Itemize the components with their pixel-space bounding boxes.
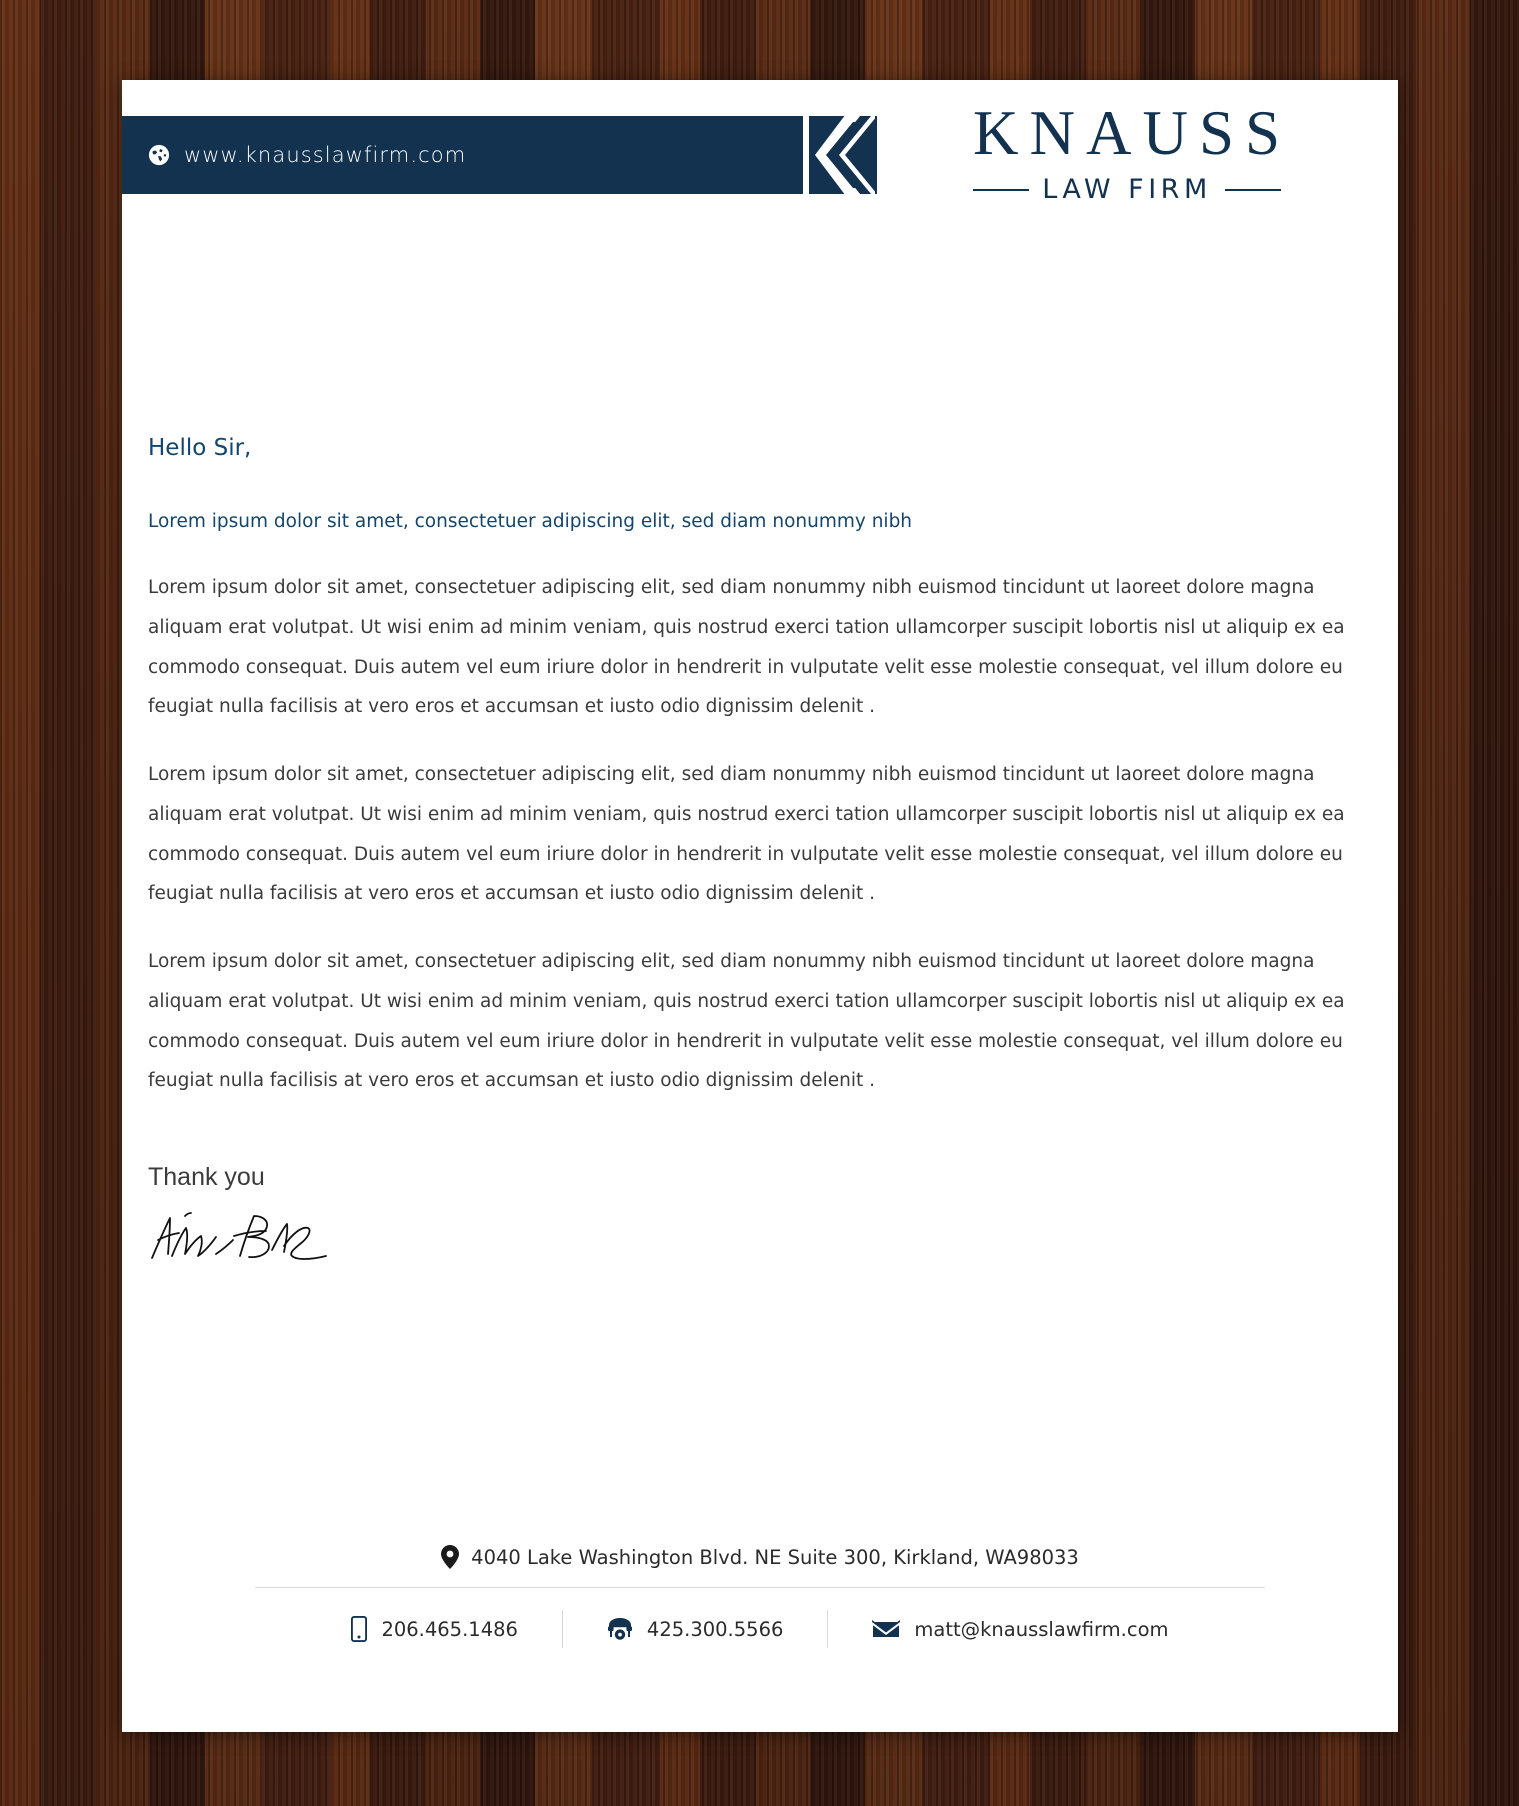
mobile-phone-icon	[351, 1616, 367, 1642]
globe-icon	[148, 144, 170, 166]
footer-contacts-row	[122, 1610, 1398, 1648]
letter-paragraph: Lorem ipsum dolor sit amet, consectetuer adipiscing elit, sed diam nonummy nibh euismod tincidunt ut laoreet dolore magna aliquam erat volutpat. Ut wisi enim ad minim veniam, quis nostrud exerci tation ullamcorper suscipit lobortis nisl ut aliquip ex ea commodo consequat. Duis autem vel eum iriure dolor in hendrerit in vulputate velit esse molestie consequat, vel illum dolore eu feugiat nulla facilisis at vero eros et accumsan et iusto odio dignissim delenit .	[148, 764, 1345, 905]
letter-paragraph: Lorem ipsum dolor sit amet, consectetuer adipiscing elit, sed diam nonummy nibh euismod tincidunt ut laoreet dolore magna aliquam erat volutpat. Ut wisi enim ad minim veniam, quis nostrud exerci tation ullamcorper suscipit lobortis nisl ut aliquip ex ea commodo consequat. Duis autem vel eum iriure dolor in hendrerit in vulputate velit esse molestie consequat, vel illum dolore eu feugiat nulla facilisis at vero eros et accumsan et iusto odio dignissim delenit .	[148, 577, 1345, 718]
contact-email-value[interactable]: matt@knausslawfirm.com	[914, 1617, 1169, 1641]
contact-mobile[interactable]	[307, 1616, 561, 1642]
envelope-icon	[872, 1619, 900, 1639]
tagline-rule-right	[1225, 189, 1281, 191]
contact-telephone[interactable]	[563, 1617, 827, 1641]
brand-name: KNAUSS	[972, 98, 1292, 168]
website-bar	[122, 116, 803, 194]
brand-tagline-row	[927, 174, 1327, 205]
knauss-k-chevron-logo-icon	[809, 116, 877, 194]
letterhead-page	[122, 80, 1398, 1732]
contact-email[interactable]	[828, 1618, 1212, 1641]
footer-address-text[interactable]: 4040 Lake Washington Blvd. NE Suite 300, Kirkland, WA98033	[471, 1545, 1079, 1569]
handwritten-signature-icon	[148, 1204, 338, 1266]
contact-mobile-value[interactable]: 206.465.1486	[381, 1617, 518, 1641]
letterhead-footer	[122, 1545, 1398, 1648]
tagline-rule-left	[973, 189, 1029, 191]
brand-tagline: LAW FIRM	[1042, 174, 1212, 205]
map-pin-icon	[441, 1545, 459, 1569]
telephone-icon	[607, 1617, 633, 1641]
letter-intro-line: Lorem ipsum dolor sit amet, consectetuer adipiscing elit, sed diam nonummy nibh	[148, 511, 913, 532]
letter-body	[148, 435, 1363, 1266]
footer-address-row	[122, 1545, 1398, 1569]
footer-divider	[255, 1587, 1265, 1588]
letterhead-header	[122, 80, 1398, 230]
letter-greeting: Hello Sir,	[148, 435, 252, 461]
brand-wordmark	[927, 98, 1327, 205]
letter-paragraph: Lorem ipsum dolor sit amet, consectetuer adipiscing elit, sed diam nonummy nibh euismod tincidunt ut laoreet dolore magna aliquam erat volutpat. Ut wisi enim ad minim veniam, quis nostrud exerci tation ullamcorper suscipit lobortis nisl ut aliquip ex ea commodo consequat. Duis autem vel eum iriure dolor in hendrerit in vulputate velit esse molestie consequat, vel illum dolore eu feugiat nulla facilisis at vero eros et accumsan et iusto odio dignissim delenit .	[148, 951, 1345, 1092]
contact-telephone-value[interactable]: 425.300.5566	[646, 1617, 784, 1641]
website-url[interactable]: www.knausslawfirm.com	[184, 143, 467, 167]
letter-signoff: Thank you	[148, 1163, 265, 1192]
